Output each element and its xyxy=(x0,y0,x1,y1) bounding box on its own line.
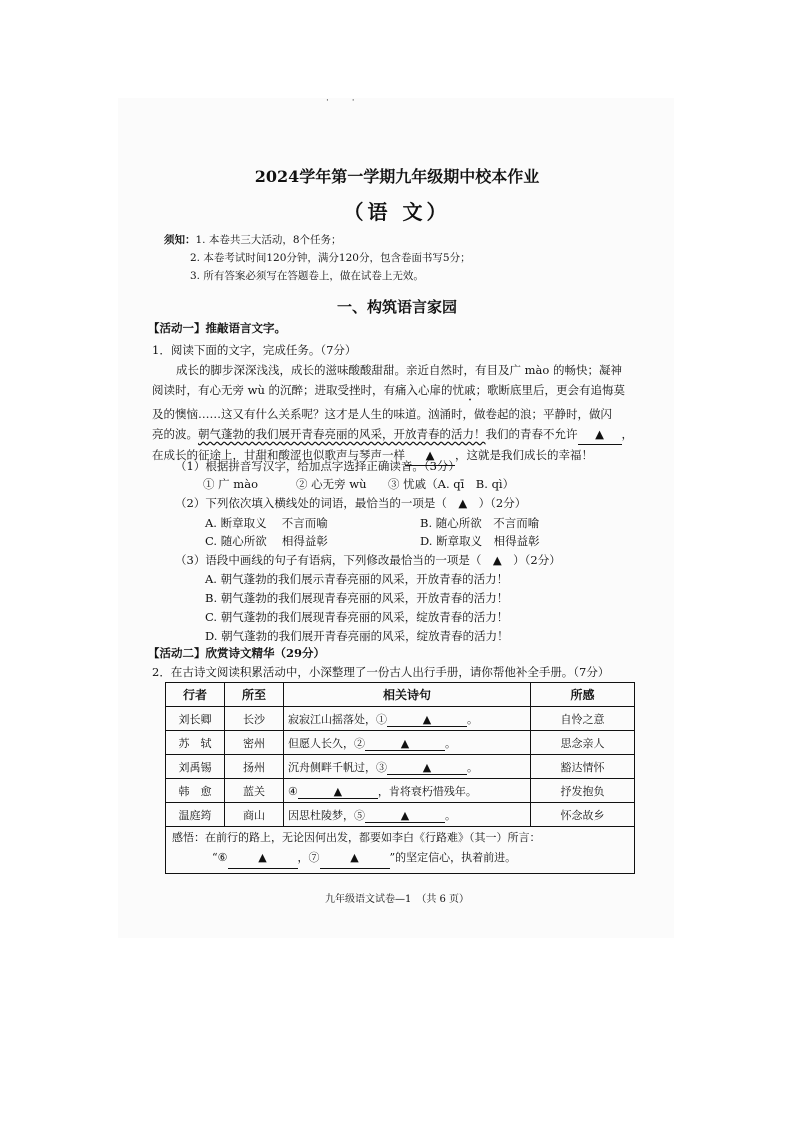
option-b: B. 朝气蓬勃的我们展现青春亮丽的风采，开放青春的活力！ xyxy=(205,591,509,605)
reading-passage xyxy=(152,360,642,466)
passage-line: 在成长的征途上，甘甜和酸涩也似歌声与琴声一样 ▲ ，这就是我们成长的幸福！ xyxy=(152,445,642,466)
col-header-poem: 相关诗句 xyxy=(284,683,531,707)
activity-2-heading: 【活动二】欣赏诗文精华（29分） xyxy=(148,646,326,660)
answer-blank: ▲ xyxy=(578,424,622,445)
answer-blank: ▲ xyxy=(405,445,455,466)
answer-blank: ▲ xyxy=(387,713,467,727)
question-2-intro: 2．在古诗文阅读积累活动中，小深整理了一份古人出行手册，请你帮他补全手册。（7分） xyxy=(152,665,610,679)
page-footer: 九年级语文试卷—1 （共 6 页） xyxy=(324,894,470,905)
passage-line: 亮的波。朝气蓬勃的我们展开青春亮丽的风采，开放青春的活力！我们的青春不允许 ▲ ， xyxy=(152,424,642,445)
dotted-char: 戚 xyxy=(464,383,476,397)
subject-title: （语 文） xyxy=(343,200,451,224)
passage-line: 及的懊恼……这又有什么关系呢？这才是人生的味道。汹涌时，做卷起的浪；平静时，做闪 xyxy=(152,407,612,421)
notice-label: 须知： xyxy=(164,234,196,246)
answer-blank: ▲ xyxy=(228,848,298,869)
option-a: A. 朝气蓬勃的我们展示青春亮丽的风采，开放青春的活力！ xyxy=(205,572,509,586)
sub-question-1: （1）根据拼音写汉字，给加点字选择正确读音。（3分） xyxy=(175,459,460,473)
col-header-traveler: 行者 xyxy=(166,683,225,707)
wavy-underlined-sentence: 朝气蓬勃的我们展开青春亮丽的风采，开放青春的活力！ xyxy=(198,427,486,441)
option-a: A. 断章取义 不言而喻 xyxy=(205,516,328,530)
notice-item-3: 3. 所有答案必须写在答题卷上，做在试卷上无效。 xyxy=(190,270,424,282)
option-b: B. 随心所欲 不言而喻 xyxy=(420,516,540,530)
table-row: 刘长卿 长沙 寂寂江山摇落处，① ▲ 。 自怜之意 xyxy=(166,707,635,731)
col-header-feeling: 所感 xyxy=(531,683,635,707)
answer-blank: ▲ xyxy=(365,809,445,823)
answer-blank: ▲ xyxy=(320,848,390,869)
activity-1-heading: 【活动一】推敲语言文字。 xyxy=(148,321,286,335)
table-row: 温庭筠 商山 因思杜陵梦，⑤ ▲ 。 怀念故乡 xyxy=(166,803,635,827)
option-c: C. 朝气蓬勃的我们展现青春亮丽的风采，绽放青春的活力！ xyxy=(205,610,509,624)
section-heading: 一、构筑语言家园 xyxy=(336,298,457,316)
notice-item-1: 须知：1. 本卷共三大活动，8个任务； xyxy=(164,234,342,246)
question-1-intro: 1．阅读下面的文字，完成任务。（7分） xyxy=(152,343,357,357)
table-row: 苏 轼 密州 但愿人长久，② ▲ 。 思念亲人 xyxy=(166,731,635,755)
answer-blank: ▲ xyxy=(387,761,467,775)
pinyin-item-1: ① 广 mào xyxy=(203,477,258,491)
option-c: C. 随心所欲 相得益彰 xyxy=(205,534,328,548)
sub-question-2: （2）下列依次填入横线处的词语，最恰当的一项是（ ▲ ）（2分） xyxy=(175,496,527,510)
passage-line: 成长的脚步深深浅浅，成长的滋味酸酸甜甜。亲近自然时，有目及广 mào 的畅快；凝神 xyxy=(176,363,622,377)
table-header-row xyxy=(166,683,635,707)
pinyin-item-3: ③ 忧戚（A. qī B. qì） xyxy=(388,477,515,491)
notice-item-2: 2. 本卷考试时间120分钟，满分120分，包含卷面书写5分； xyxy=(190,252,471,264)
answer-blank: ▲ xyxy=(365,737,445,751)
col-header-destination: 所至 xyxy=(225,683,284,707)
sub-question-3: （3）语段中画线的句子有语病，下列修改最恰当的一项是（ ▲ ）（2分） xyxy=(175,553,561,567)
reflection-text: 感悟：在前行的路上，无论因何出发，都要如李白《行路难》（其一）所言： “⑥ ▲ ，⑦ ▲ ”的坚定信心，执着前进。 xyxy=(172,828,627,869)
passage-line: 阅读时，有心无旁 wù 的沉醉；进取受挫时，有痛入心扉的忧戚；歌断底里后，更会有追悔莫 xyxy=(152,383,626,397)
table-row: 韩 愈 蓝关 ④ ▲ ，肯将衰朽惜残年。 抒发抱负 xyxy=(166,779,635,803)
pinyin-item-2: ② 心无旁 wù xyxy=(296,477,367,491)
option-d: D. 朝气蓬勃的我们展开青春亮丽的风采，绽放青春的活力！ xyxy=(205,629,509,643)
page-title: 2024学年第一学期九年级期中校本作业 xyxy=(254,167,540,186)
top-mark: · · xyxy=(326,96,365,106)
option-d: D. 断章取义 相得益彰 xyxy=(420,534,540,548)
answer-blank: ▲ xyxy=(298,785,378,799)
table-row: 刘禹锡 扬州 沉舟侧畔千帆过，③ ▲ 。 豁达情怀 xyxy=(166,755,635,779)
